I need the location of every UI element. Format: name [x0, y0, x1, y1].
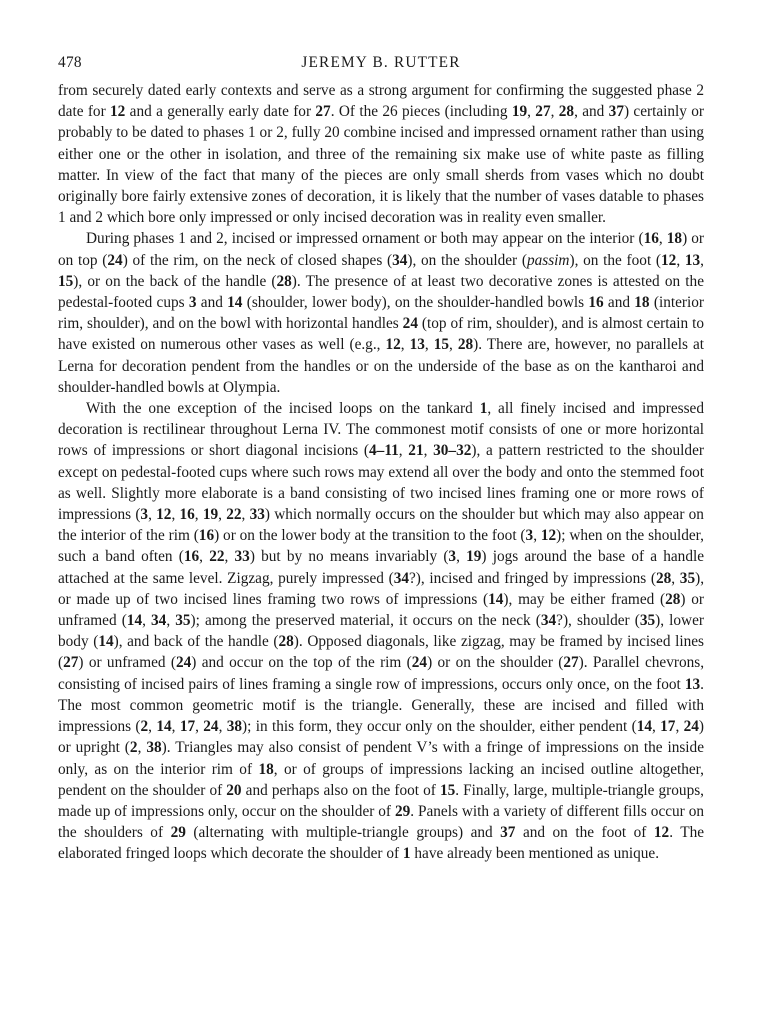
catalogue-number: 12 — [156, 506, 172, 524]
catalogue-number: 3 — [188, 294, 197, 312]
catalogue-number: 24 — [107, 251, 123, 269]
body-text — [58, 80, 704, 865]
catalogue-number: 27 — [315, 103, 331, 121]
catalogue-number: 14 — [227, 294, 243, 312]
catalogue-number: 38 — [226, 718, 243, 736]
catalogue-number: 20 — [226, 781, 242, 799]
catalogue-number: 35 — [679, 569, 696, 587]
catalogue-number: 14 — [98, 633, 114, 651]
catalogue-number: 12 — [385, 336, 401, 354]
catalogue-number: 1 — [402, 845, 411, 863]
paragraph-1: from securely dated early contexts and serve as a strong argument for confirming the suggested phase 2 date for 12 and a generally early date for 27. Of the 26 pieces (including 19, 27, 28, and 37) certainly or probably to be dated to phases 1 or 2, fully 20 combine incised and impressed ornament rather than using either one or the other in isolation, and three of the remaining six make use of white paste as filling matter. In view of the fact that many of the pieces are only small sherds from vases which no doubt originally bore fairly extensive zones of decoration, it is likely that the number of vases datable to phases 1 and 2 which bore only impressed or only incised decoration was in reality even smaller. — [58, 82, 705, 227]
catalogue-number: 15 — [439, 781, 456, 799]
catalogue-number: 16 — [179, 506, 195, 524]
catalogue-number: 28 — [558, 103, 575, 121]
catalogue-number: 14 — [636, 718, 652, 736]
catalogue-number: 28 — [278, 633, 294, 651]
catalogue-number: 15 — [433, 336, 450, 354]
catalogue-number: 28 — [457, 336, 474, 354]
italic-term: passim — [526, 251, 570, 269]
catalogue-number: 34 — [540, 612, 557, 630]
catalogue-number: 18 — [634, 294, 650, 312]
catalogue-number: 24 — [402, 315, 418, 333]
catalogue-number: 24 — [683, 718, 699, 736]
catalogue-number: 19 — [511, 103, 528, 121]
catalogue-number: 29 — [170, 824, 186, 842]
catalogue-number: 12 — [110, 103, 126, 121]
catalogue-number: 34 — [151, 612, 167, 630]
catalogue-number: 14 — [126, 612, 143, 630]
catalogue-number: 38 — [146, 739, 162, 757]
catalogue-number: 4–11 — [369, 442, 399, 460]
catalogue-number: 24 — [175, 654, 192, 672]
catalogue-number: 34 — [392, 251, 408, 269]
catalogue-number: 30–32 — [433, 442, 472, 460]
catalogue-number: 16 — [643, 230, 659, 248]
catalogue-number: 24 — [411, 654, 428, 672]
catalogue-number: 3 — [525, 527, 534, 545]
catalogue-number: 37 — [608, 103, 624, 121]
catalogue-number: 33 — [249, 506, 265, 524]
paragraph-2: During phases 1 and 2, incised or impressed ornament or both may appear on the interior (16, 18) or on top (24) of the rim, on the neck of closed shapes (34), on the shoulder (passim), on the foot (12, 13, 15), or on the back of the handle (28). The presence of at least two decorative zones is attested on the pedestal-footed cups 3 and 14 (shoulder, lower body), on the shoulder-handled bowls 16 and 18 (interior rim, shoulder), and on the bowl with horizontal handles 24 (top of rim, shoulder), and is almost certain to have existed on numerous other vases as well (e.g., 12, 13, 15, 28). There are, however, no parallels at Lerna for decoration pendent from the handles or on the underside of the base as on the kantharoi and shoulder-handled bowls at Olympia. — [58, 230, 704, 396]
catalogue-number: 16 — [198, 527, 215, 545]
running-head: JEREMY B. RUTTER — [301, 54, 461, 71]
catalogue-number: 22 — [209, 548, 225, 566]
catalogue-number: 17 — [179, 718, 196, 736]
catalogue-number: 2 — [140, 718, 149, 736]
page-header — [58, 52, 704, 80]
catalogue-number: 37 — [500, 824, 516, 842]
catalogue-number: 12 — [540, 527, 557, 545]
catalogue-number: 3 — [140, 506, 149, 524]
catalogue-number: 21 — [408, 442, 424, 460]
catalogue-number: 19 — [202, 506, 219, 524]
catalogue-number: 24 — [203, 718, 219, 736]
catalogue-number: 13 — [409, 336, 425, 354]
page-number: 478 — [58, 54, 82, 71]
catalogue-number: 28 — [655, 569, 672, 587]
catalogue-number: 29 — [394, 802, 411, 820]
catalogue-number: 16 — [588, 294, 604, 312]
catalogue-number: 27 — [63, 654, 79, 672]
catalogue-number: 1 — [479, 400, 488, 418]
catalogue-number: 33 — [234, 548, 250, 566]
catalogue-number: 12 — [653, 824, 670, 842]
paragraph-3: With the one exception of the incised loops on the tankard 1, all finely incised and impressed decoration is rectilinear throughout Lerna IV. The commonest motif consists of one or more horizontal rows of impressions or short diagonal incisions (4–11, 21, 30–32), a pattern restricted to the shoulder except on pedestal-footed cups where such rows may extend all over the body and onto the stemmed foot as well. Slightly more elaborate is a band consisting of two incised lines framing one or more rows of impressions (3, 12, 16, 19, 22, 33) which normally occurs on the shoulder but which may also appear on the interior of the rim (16) or on the lower body at the transition to the foot (3, 12); when on the shoulder, such a band often (16, 22, 33) but by no means invariably (3, 19) jogs around the base of a handle attached at the same level. Zigzag, purely impressed (34?), incised and fringed by impressions (28, 35), or made up of two incised lines framing two rows of impressions (14), may be either framed (28) or unframed (14, 34, 35); among the preserved material, it occurs on the neck (34?), shoulder (35), lower body (14), and back of the handle (28). Opposed diagonals, like zigzag, may be framed by incised lines (27) or unframed (24) and occur on the top of the rim (24) or on the shoulder (27). Parallel chevrons, consisting of incised pairs of lines framing a single row of impressions, occurs only once, on the foot 13. The most common geometric motif is the triangle. Generally, these are incised and filled with impressions (2, 14, 17, 24, 38); in this form, they occur only on the shoulder, either pendent (14, 17, 24) or upright (2, 38). Triangles may also consist of pendent V’s with a fringe of impressions on the inside only, as on the interior rim of 18, or of groups of impressions lacking an incised outline altogether, pendent on the shoulder of 20 and perhaps also on the foot of 15. Finally, large, multiple-triangle groups, made up of impressions only, occur on the shoulder of 29. Panels with a variety of different fills occur on the shoulders of 29 (alternating with multiple-triangle groups) and 37 and on the foot of 12. The elaborated fringed loops which decorate the shoulder of 1 have already been mentioned as unique. — [58, 400, 705, 863]
catalogue-number: 35 — [639, 612, 656, 630]
catalogue-number: 13 — [684, 675, 701, 693]
catalogue-number: 27 — [563, 654, 579, 672]
catalogue-number: 14 — [488, 590, 504, 608]
catalogue-number: 27 — [535, 103, 551, 121]
catalogue-number: 12 — [661, 251, 677, 269]
catalogue-number: 18 — [258, 760, 274, 778]
page — [58, 52, 704, 865]
catalogue-number: 18 — [666, 230, 683, 248]
catalogue-number: 28 — [276, 272, 292, 290]
catalogue-number: 28 — [665, 590, 681, 608]
catalogue-number: 19 — [466, 548, 482, 566]
catalogue-number: 13 — [684, 251, 701, 269]
catalogue-number: 15 — [58, 272, 74, 290]
catalogue-number: 35 — [175, 612, 191, 630]
catalogue-number: 16 — [183, 548, 200, 566]
catalogue-number: 34 — [393, 569, 410, 587]
catalogue-number: 2 — [129, 739, 138, 757]
catalogue-number: 3 — [448, 548, 457, 566]
catalogue-number: 14 — [156, 718, 172, 736]
catalogue-number: 22 — [226, 506, 242, 524]
catalogue-number: 17 — [660, 718, 676, 736]
